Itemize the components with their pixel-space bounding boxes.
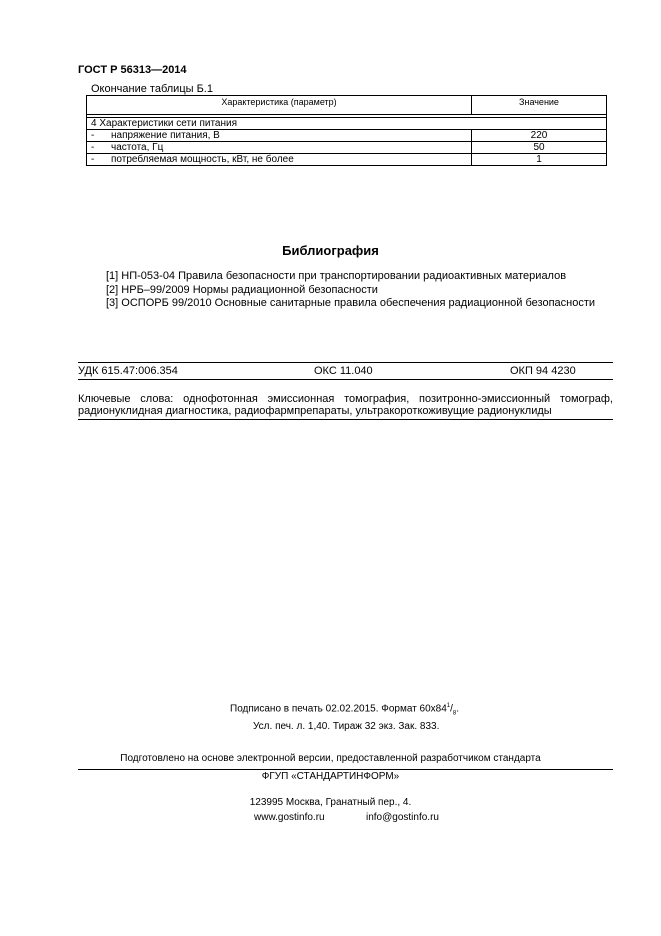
bibliography-item: [3] ОСПОРБ 99/2010 Основные санитарные правила обеспечения радиационной безопасности xyxy=(106,297,596,309)
udk-code: УДК 615.47:006.354 xyxy=(78,365,178,377)
format-sub: 8 xyxy=(452,710,457,717)
format-end: . xyxy=(456,703,460,715)
spec-table xyxy=(86,95,607,166)
publisher-website[interactable]: www.gostinfo.ru xyxy=(254,812,325,823)
section-title: 4 Характеристики сети питания xyxy=(87,118,607,130)
oks-code: ОКС 11.040 xyxy=(314,365,373,377)
imprint-signed: Подписано в печать 02.02.2015. Формат $60х84^1/_8$. xyxy=(230,703,460,717)
signed-text: Подписано в печать 02.02.2015. Формат 60х84 xyxy=(230,703,447,715)
row-label: потребляемая мощность, кВт, не более xyxy=(108,154,472,166)
row-label: частота, Гц xyxy=(108,142,472,154)
row-dash: - xyxy=(87,154,109,166)
divider-middle xyxy=(78,379,613,380)
row-value: 1 xyxy=(472,154,607,166)
row-dash: - xyxy=(87,142,109,154)
header-value: Значение xyxy=(472,96,607,115)
row-label: напряжение питания, В xyxy=(108,130,472,142)
bibliography-item: [2] НРБ–99/2009 Нормы радиационной безопасности xyxy=(106,284,378,296)
keywords-line-2: радионуклидная диагностика, радиофармпрепараты, ультракороткоживущие радионуклиды xyxy=(78,405,552,417)
bibliography-item: [1] НП-053-04 Правила безопасности при транспортировании радиоактивных материалов xyxy=(106,270,567,282)
publisher-email[interactable]: info@gostinfo.ru xyxy=(366,812,439,823)
table-row xyxy=(87,154,607,166)
row-value: 50 xyxy=(472,142,607,154)
table-row xyxy=(87,130,607,142)
imprint-prepared: Подготовлено на основе электронной версии, предоставленной разработчиком стандарта xyxy=(120,753,541,764)
table-header-row xyxy=(87,96,607,115)
divider-imprint xyxy=(78,769,613,770)
row-value: 220 xyxy=(472,130,607,142)
row-dash: - xyxy=(87,130,109,142)
standard-number: ГОСТ Р 56313—2014 xyxy=(78,64,187,76)
table-caption: Окончание таблицы Б.1 xyxy=(91,83,213,95)
publisher-address: 123995 Москва, Гранатный пер., 4. xyxy=(249,797,412,808)
header-param: Характеристика (параметр) xyxy=(87,96,472,115)
divider-bottom xyxy=(78,419,613,420)
bibliography-title: Библиография xyxy=(282,243,379,258)
table-section-row xyxy=(87,118,607,130)
format-sup: 1 xyxy=(446,703,451,709)
okp-code: ОКП 94 4230 xyxy=(510,365,576,377)
publisher-name: ФГУП «СТАНДАРТИНФОРМ» xyxy=(261,771,400,782)
imprint-print-details: Усл. печ. л. 1,40. Тираж 32 экз. Зак. 833. xyxy=(253,721,440,732)
divider-top xyxy=(78,362,613,363)
table-row xyxy=(87,142,607,154)
keywords-line-1: Ключевые слова: однофотонная эмиссионная томография, позитронно-эмиссионный томограф, xyxy=(78,393,613,405)
